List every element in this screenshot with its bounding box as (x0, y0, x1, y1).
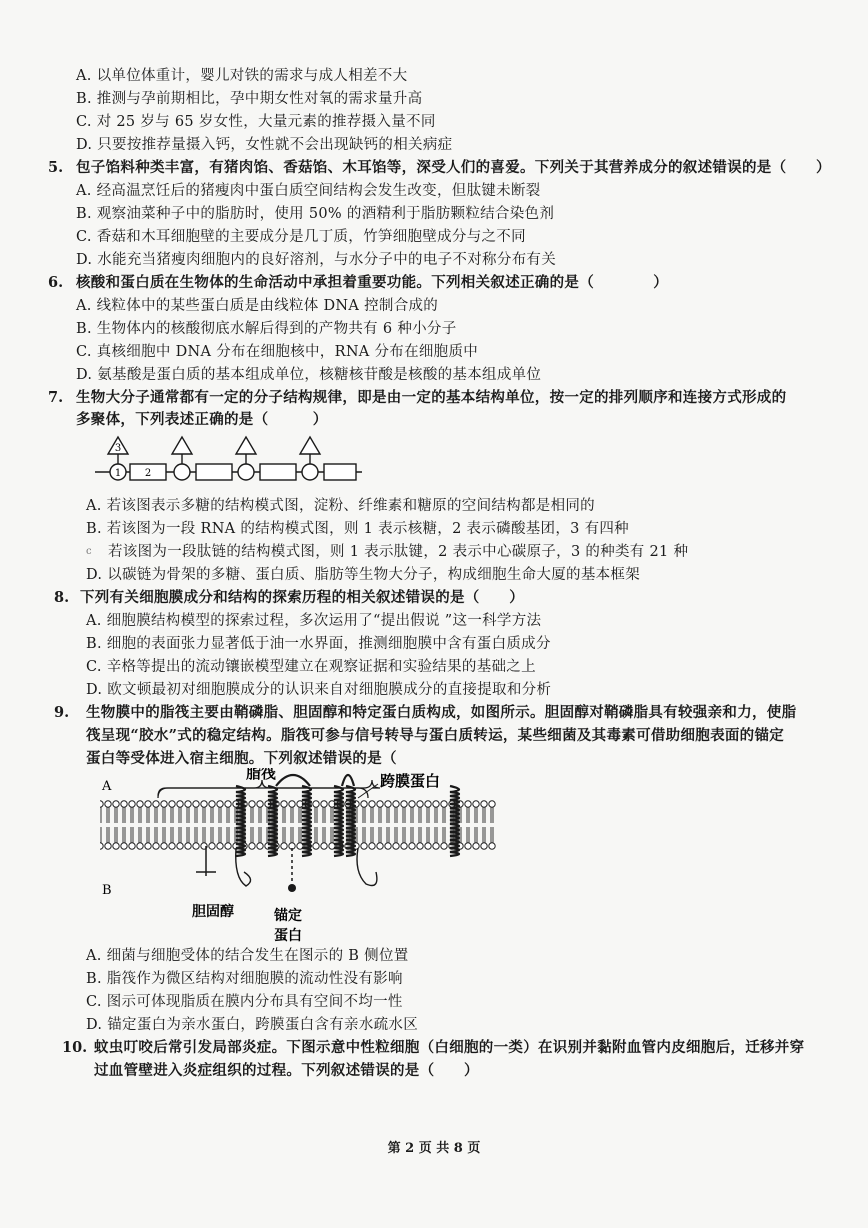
q9-membrane-figure (96, 768, 506, 948)
q7-option-c: 若该图为一段肽链的结构模式图，则 1 表示肽键，2 表示中心碳原子，3 的种类有 21 种 (108, 544, 689, 560)
anchor-protein-label-1: 锚定 (274, 908, 302, 924)
q5-stem: 包子馅料种类丰富，有猪肉馅、香菇馅、木耳馅等，深受人们的喜爱。下列关于其营养成分的叙述错误的是（ ） (76, 159, 831, 176)
anchor-protein-head (288, 884, 296, 892)
q4-option-a: A. 以单位体重计，婴儿对铁的需求与成人相差不大 (76, 68, 408, 84)
q8-option-c: C. 辛格等提出的流动镶嵌模型建立在观察证据和实验结果的基础之上 (86, 659, 536, 675)
q10-number: 10. (62, 1039, 88, 1056)
rect-unit (324, 464, 356, 480)
q7-stem-line-1: 生物大分子通常都有一定的分子结构规律，即是由一定的基本结构单位，按一定的排列顺序和连接方式形成的 (76, 389, 787, 406)
q8-option-d: D. 欧文顿最初对细胞膜成分的认识来自对细胞膜成分的直接提取和分析 (86, 682, 552, 698)
q7-stem-line-2: 多聚体，下列表述正确的是（ ） (76, 411, 328, 428)
q6-stem: 核酸和蛋白质在生物体的生命活动中承担着重要功能。下列相关叙述正确的是（ ） (76, 274, 668, 291)
triangle-label-3: 3 (114, 443, 122, 454)
q6-number: 6. (48, 274, 64, 291)
q6-option-b: B. 生物体内的核酸彻底水解后得到的产物共有 6 种小分子 (76, 321, 457, 337)
triangle-unit (236, 437, 256, 454)
q6-option-c: C. 真核细胞中 DNA 分布在细胞核中，RNA 分布在细胞质中 (76, 344, 479, 360)
rect-unit (260, 464, 296, 480)
q10-stem-line-2: 过血管壁进入炎症组织的过程。下列叙述错误的是（ ） (94, 1062, 479, 1079)
triangle-unit (172, 437, 192, 454)
side-b-label: B (102, 883, 112, 898)
q9-number: 9. (54, 704, 70, 721)
q7-option-a: A. 若该图表示多糖的结构模式图，淀粉、纤维素和糖原的空间结构都是相同的 (86, 498, 595, 514)
q4-option-d: D. 只要按推荐量摄入钙，女性就不会出现缺钙的相关病症 (76, 137, 453, 153)
page-footer: 第 2 页 共 8 页 (387, 1141, 481, 1156)
q9-option-b: B. 脂筏作为微区结构对细胞膜的流动性没有影响 (86, 971, 403, 987)
q5-option-c: C. 香菇和木耳细胞壁的主要成分是几丁质，竹笋细胞壁成分与之不同 (76, 229, 526, 245)
q7-option-d: D. 以碳链为骨架的多糖、蛋白质、脂肪等生物大分子，构成细胞生命大厦的基本框架 (86, 567, 641, 583)
rect-label-2: 2 (144, 468, 152, 479)
q7-option-b: B. 若该图为一段 RNA 的结构模式图，则 1 表示核糖，2 表示磷酸基团，3 有四种 (86, 521, 629, 537)
q5-option-a: A. 经高温烹饪后的猪瘦肉中蛋白质空间结构会发生改变，但肽键未断裂 (76, 183, 541, 199)
q7-polymer-diagram (90, 434, 370, 488)
triangle-unit (300, 437, 320, 454)
q8-stem: 下列有关细胞膜成分和结构的探索历程的相关叙述错误的是（ ） (80, 589, 524, 606)
rect-unit (196, 464, 232, 480)
q9-stem-line-2: 筏呈现“胶水”式的稳定结构。脂筏可参与信号转导与蛋白质转运，某些细菌及其毒素可借助细胞表面的锚定 (86, 727, 785, 744)
q9-stem-line-1: 生物膜中的脂筏主要由鞘磷脂、胆固醇和特定蛋白质构成，如图所示。胆固醇对鞘磷脂具有较强亲和力，使脂 (86, 704, 797, 721)
q4-option-c: C. 对 25 岁与 65 岁女性，大量元素的推荐摄入量不同 (76, 114, 436, 130)
q7-number: 7. (48, 389, 64, 406)
circle-unit (238, 464, 254, 480)
cholesterol-label: 胆固醇 (192, 904, 234, 920)
circle-label-1: 1 (114, 468, 122, 479)
q9-option-d: D. 锚定蛋白为亲水蛋白，跨膜蛋白含有亲水疏水区 (86, 1017, 419, 1033)
q9-option-c: C. 图示可体现脂质在膜内分布具有空间不均一性 (86, 994, 403, 1010)
q8-option-a: A. 细胞膜结构模型的探索过程，多次运用了“提出假说 ”这一科学方法 (86, 613, 542, 629)
q6-option-d: D. 氨基酸是蛋白质的基本组成单位，核糖核苷酸是核酸的基本组成单位 (76, 367, 542, 383)
q5-option-d: D. 水能充当猪瘦肉细胞内的良好溶剂，与水分子中的电子不对称分布有关 (76, 252, 557, 268)
q5-number: 5. (48, 159, 64, 176)
q6-option-a: A. 线粒体中的某些蛋白质是由线粒体 DNA 控制合成的 (76, 298, 439, 314)
anchor-protein-label-2: 蛋白 (274, 928, 302, 944)
q8-number: 8. (54, 589, 70, 606)
q8-option-b: B. 细胞的表面张力显著低于油一水界面，推测细胞膜中含有蛋白质成分 (86, 636, 551, 652)
q9-stem-line-3: 蛋白等受体进入宿主细胞。下列叙述错误的是（ (86, 750, 397, 767)
q4-option-b: B. 推测与孕前期相比，孕中期女性对氧的需求量升高 (76, 91, 423, 107)
circle-unit (302, 464, 318, 480)
q7-option-c-mark: c (86, 546, 92, 557)
circle-unit (174, 464, 190, 480)
q9-option-a: A. 细菌与细胞受体的结合发生在图示的 B 侧位置 (86, 948, 409, 964)
phospholipid-bilayer (100, 768, 496, 868)
q5-option-b: B. 观察油菜种子中的脂肪时，使用 50% 的酒精利于脂肪颗粒结合染色剂 (76, 206, 555, 222)
q10-stem-line-1: 蚊虫叮咬后常引发局部炎症。下图示意中性粒细胞（白细胞的一类）在识别并黏附血管内皮细胞后，迁移并穿 (94, 1039, 805, 1056)
